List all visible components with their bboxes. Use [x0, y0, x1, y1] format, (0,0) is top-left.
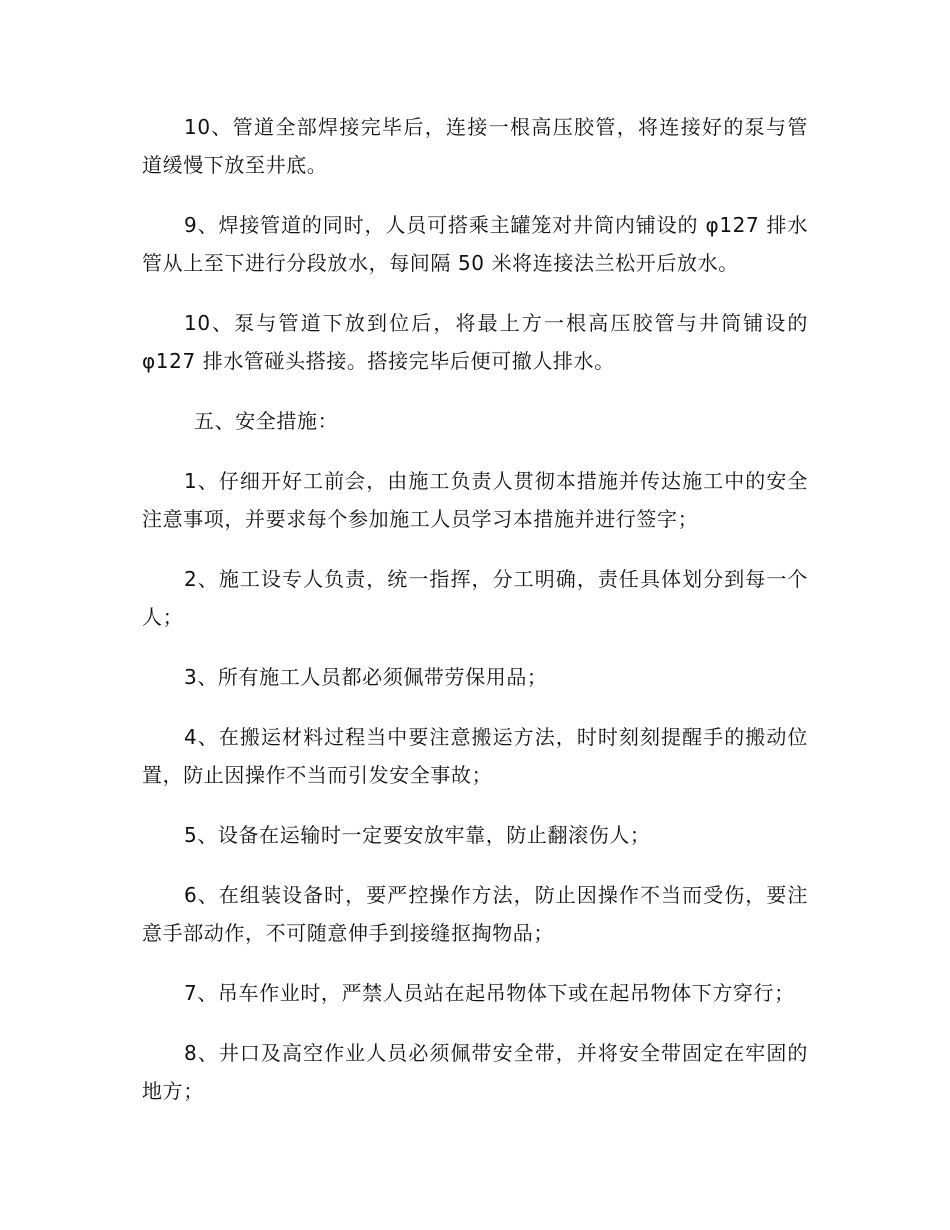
- safety-item-8: 8、井口及高空作业人员必须佩带安全带，并将安全带固定在牢固的地方；: [142, 1041, 808, 1103]
- safety-item-6: 6、在组装设备时，要严控操作方法，防止因操作不当而受伤，要注意手部动作，不可随意伸手到接缝抠掏物品；: [142, 883, 808, 945]
- safety-item-1: 1、仔细开好工前会，由施工负责人贯彻本措施并传达施工中的安全注意事项，并要求每个参加施工人员学习本措施并进行签字；: [142, 469, 808, 531]
- safety-item-3: 3、所有施工人员都必须佩带劳保用品；: [184, 665, 548, 689]
- safety-item-4: 4、在搬运材料过程当中要注意搬运方法，时时刻刻提醒手的搬动位置，防止因操作不当而引发安全事故；: [142, 725, 808, 787]
- section-heading-safety-measures: 五、安全措施：: [194, 409, 339, 433]
- paragraph-drain-pipe-release: 9、焊接管道的同时，人员可搭乘主罐笼对井筒内铺设的 φ127 排水管从上至下进行分段放水，每间隔 50 米将连接法兰松开后放水。: [142, 213, 808, 275]
- safety-item-7: 7、吊车作业时，严禁人员站在起吊物体下或在起吊物体下方穿行；: [184, 981, 795, 1005]
- paragraph-pump-connection: 10、泵与管道下放到位后，将最上方一根高压胶管与井筒铺设的 φ127 排水管碰头搭接。搭接完毕后便可撤人排水。: [142, 311, 808, 373]
- safety-item-5: 5、设备在运输时一定要安放牢靠，防止翻滚伤人；: [184, 823, 651, 847]
- paragraph-pipe-welding-complete: 10、管道全部焊接完毕后，连接一根高压胶管，将连接好的泵与管道缓慢下放至井底。: [142, 115, 808, 177]
- document-body: [142, 108, 808, 1132]
- safety-item-2: 2、施工设专人负责，统一指挥，分工明确，责任具体划分到每一个人；: [142, 567, 808, 629]
